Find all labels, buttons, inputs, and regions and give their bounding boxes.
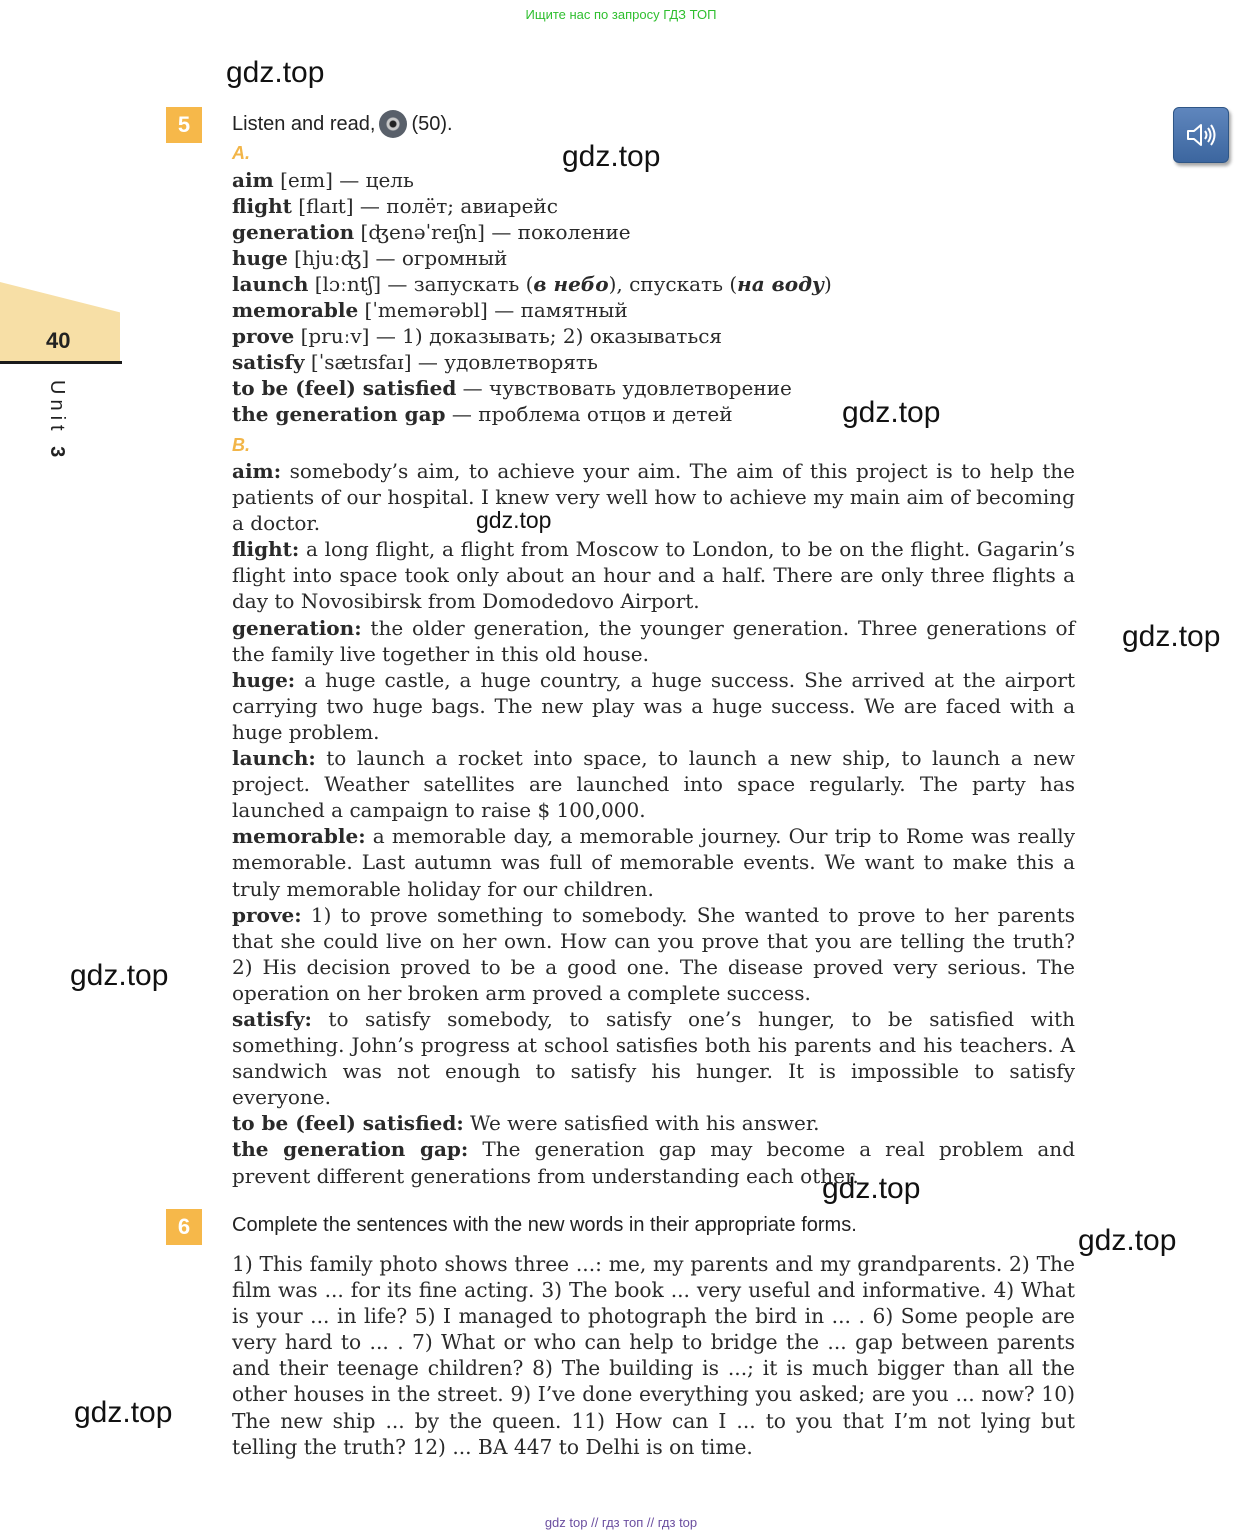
exercise-5-instruction [232,110,453,138]
vocab-item: generation [ʤenəˈreɪʃn] — поколение [232,220,631,244]
unit-label [45,380,68,462]
example-paragraph: generation: the older generation, the younger generation. Three generations of the family live together in this old house. [232,615,1075,666]
example-paragraph: satisfy: to satisfy somebody, to satisfy one’s hunger, to be satisfied with something. John’s progress at school satisfies both his parents and his teachers. A sandwich was not enough to satisfy his hunger. It is impossible to satisfy everyone. [232,1006,1075,1110]
watermark: gdz.top [562,140,661,173]
vocab-item: flight [flaɪt] — полёт; авиарейс [232,194,558,218]
audio-cd-icon [379,110,407,138]
example-paragraph: flight: a long flight, a flight from Moscow to London, to be on the flight. Gagarin’s flight into space took only about an hour and a half. There are only three flights a day to Novosibirsk from Domodedovo Airport. [232,537,1075,614]
section-b-label: B. [232,435,250,455]
watermark: gdz.top [1078,1224,1177,1257]
example-paragraph: prove: 1) to prove something to somebody. She wanted to prove to her parents that she could live on her own. How can you prove that you are telling the truth? 2) His decision proved to be a good one. The disease proved very serious. The operation on her broken arm proved a complete success. [232,902,1075,1005]
usage-examples [232,458,1075,1189]
fill-in-sentences: 1) This family photo shows three ...: me, my parents and my grandparents. 2) The film was ... for its fine acting. 3) The book ... very useful and informative. 4) What is your ... in life? 5) I managed to photograph the bird in ... . 6) Some people are very hard to ... . 7) What or who can help to bridge the ... gap between parents and their teenage children? 8) The building is ...; it is much bigger than all the other houses in the street. 9) I’ve done everything you asked; are you ... now? 10) The new ship ... by the queen. 11) How can I ... to you that I’m not lying but telling the truth? 12) ... BA 447 to Delhi is on time. [232,1252,1075,1459]
watermark: gdz.top [1122,620,1221,653]
exercise-5-number: 5 [166,107,202,143]
vocab-item: satisfy [ˈsætɪsfaɪ] — удовлетворять [232,350,598,374]
footer-links: gdz top // гдз топ // гдз top [544,1515,698,1530]
exercise-6-text [232,1251,1075,1460]
unit-word: Unit [46,380,68,436]
track-number: (50). [411,112,453,135]
section-a-label: A. [232,143,250,163]
watermark: gdz.top [822,1172,921,1205]
example-paragraph: to be (feel) satisfied: We were satisfied with his answer. [232,1111,820,1136]
page-number: 40 [46,328,71,353]
vocabulary-list [232,167,1082,427]
vocab-item: prove [pruːv] — 1) доказывать; 2) оказываться [232,324,723,348]
watermark: gdz.top [226,56,325,89]
vocab-item: launch [lɔːntʃ] — запускать (в небо), спускать (на воду) [232,272,832,296]
vocab-item: the generation gap — проблема отцов и детей [232,402,733,426]
watermark: gdz.top [476,507,552,533]
play-audio-button[interactable] [1173,107,1229,163]
page-number-rule [0,361,122,364]
watermark: gdz.top [70,959,169,992]
exercise-6-number: 6 [166,1209,202,1245]
vocab-item: aim [eɪm] — цель [232,168,414,192]
example-paragraph: the generation gap: The generation gap may become a real problem and prevent different generations from understanding each other. [232,1137,1075,1188]
vocab-item: to be (feel) satisfied — чувствовать удовлетворение [232,376,792,400]
top-banner: Ищите нас по запросу ГДЗ ТОП [525,7,717,22]
exercise-6-instruction: Complete the sentences with the new words in their appropriate forms. [232,1214,857,1236]
example-paragraph: huge: a huge castle, a huge country, a huge success. She arrived at the airport carrying two huge bags. The new play was a huge success. We are faced with a huge problem. [232,667,1075,744]
example-paragraph: launch: to launch a rocket into space, to launch a new ship, to launch a new project. Weather satellites are launched into space regularly. The party has launched a campaign to raise $ 100,000. [232,746,1075,823]
speaker-icon [1185,122,1217,148]
example-paragraph: memorable: a memorable day, a memorable journey. Our trip to Rome was really memorable. Last autumn was full of memorable events. We want to make this a truly memorable holiday for our children. [232,824,1075,901]
watermark: gdz.top [842,396,941,429]
instruction-text: Listen and read, [232,112,376,135]
example-paragraph: aim: somebody’s aim, to achieve your aim. The aim of this project is to help the patients of our hospital. I knew very well how to achieve my main aim of becoming a doctor. [232,459,1075,536]
watermark: gdz.top [74,1396,173,1429]
vocab-item: huge [hjuːʤ] — огромный [232,246,508,270]
vocab-item: memorable [ˈmemərəbl] — памятный [232,298,628,322]
unit-number: 3 [46,446,68,463]
